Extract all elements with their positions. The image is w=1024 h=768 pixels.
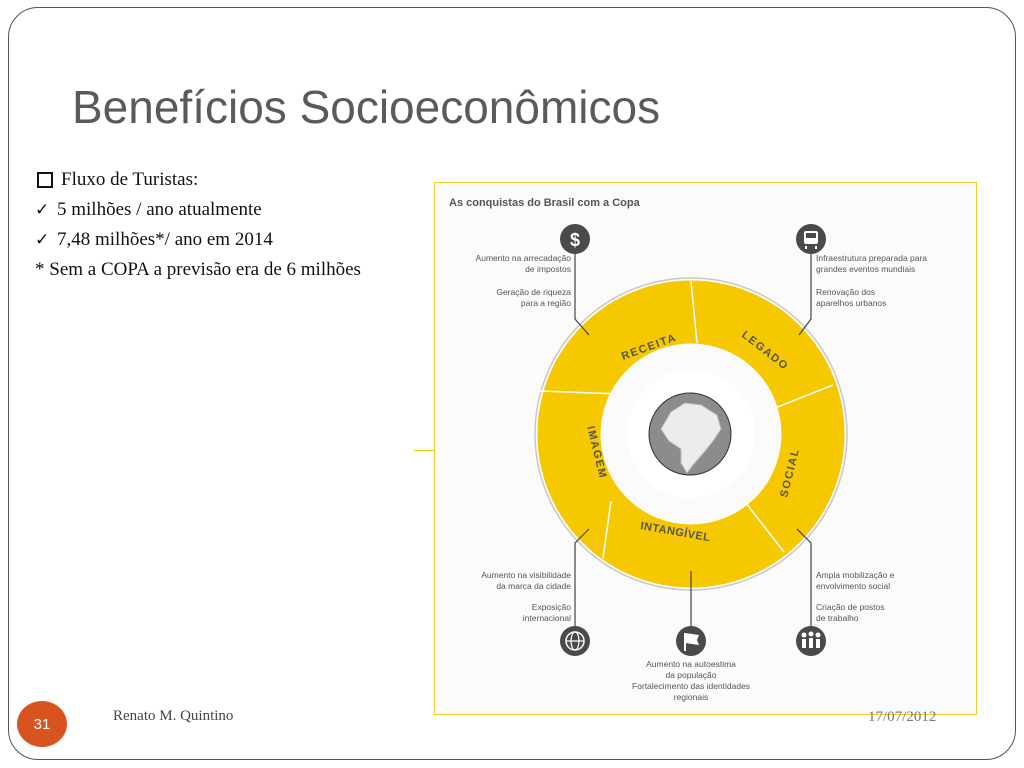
infographic-title: As conquistas do Brasil com a Copa <box>449 197 640 209</box>
dollar-icon <box>560 224 590 254</box>
infographic-panel <box>434 182 977 715</box>
svg-text:$: $ <box>569 230 581 250</box>
footer-author: Renato M. Quintino <box>113 708 234 724</box>
callout-legado-line-4: aparelhos urbanos <box>816 298 887 308</box>
callout-legado-line-1: Infraestrutura preparada para <box>816 253 928 263</box>
segment-legado: LEGADO <box>739 328 791 373</box>
callout-imagem-line-3: Exposição <box>531 602 571 612</box>
checkmark-icon: ✓ <box>35 200 50 219</box>
callout-intangivel-line-1: Aumento na autoestima <box>646 659 736 669</box>
bullet-item <box>35 225 375 255</box>
segment-social: SOCIAL <box>778 446 803 499</box>
segment-receita: RECEITA <box>619 331 679 363</box>
callout-social-line-3: Criação de postos <box>816 602 885 612</box>
checkmark-icon: ✓ <box>35 230 50 249</box>
callout-receita-line-1: Aumento na arrecadação <box>475 253 571 263</box>
people-icon <box>796 626 826 656</box>
bus-icon <box>796 224 826 254</box>
bullet-text: 7,48 milhões*/ ano em 2014 <box>57 229 273 250</box>
callout-social-line-1: Ampla mobilização e <box>816 570 895 580</box>
segment-imagem: IMAGEM <box>584 424 609 481</box>
segment-intangivel: INTANGÍVEL <box>639 520 712 545</box>
callout-intangivel-line-2: da população <box>665 670 717 680</box>
bullet-text: Fluxo de Turistas: <box>61 169 199 190</box>
callout-receita-line-3: Geração de riqueza <box>496 287 571 297</box>
callout-receita-line-2: de impostos <box>525 264 571 274</box>
bullet-list <box>35 165 375 285</box>
bullet-text: 5 milhões / ano atualmente <box>57 199 262 220</box>
callout-social-line-2: envolvimento social <box>816 581 891 591</box>
callout-social-line-4: de trabalho <box>816 613 859 623</box>
bullet-item <box>35 195 375 225</box>
bullet-item <box>35 165 375 195</box>
callout-imagem-line-2: da marca da cidade <box>496 581 571 591</box>
checkbox-bullet-icon <box>37 172 53 188</box>
slide-title: Benefícios Socioeconômicos <box>72 81 661 133</box>
callout-legado-line-2: grandes eventos mundiais <box>816 264 916 274</box>
callout-imagem-line-1: Aumento na visibilidade <box>481 570 571 580</box>
callout-receita-line-4: para a região <box>520 298 571 308</box>
callout-imagem-line-4: internacional <box>522 613 571 623</box>
flag-icon <box>676 626 706 656</box>
footnote: * Sem a COPA a previsão era de 6 milhões <box>35 259 361 280</box>
globe-icon <box>560 626 590 656</box>
footer-date: 17/07/2012 <box>868 709 937 725</box>
callout-intangivel-line-4: regionais <box>673 692 709 702</box>
page-number-badge: 31 <box>17 701 67 747</box>
callout-legado-line-3: Renovação dos <box>816 287 876 297</box>
connector-line <box>414 450 436 451</box>
callout-intangivel-line-3: Fortalecimento das identidades <box>631 681 751 691</box>
